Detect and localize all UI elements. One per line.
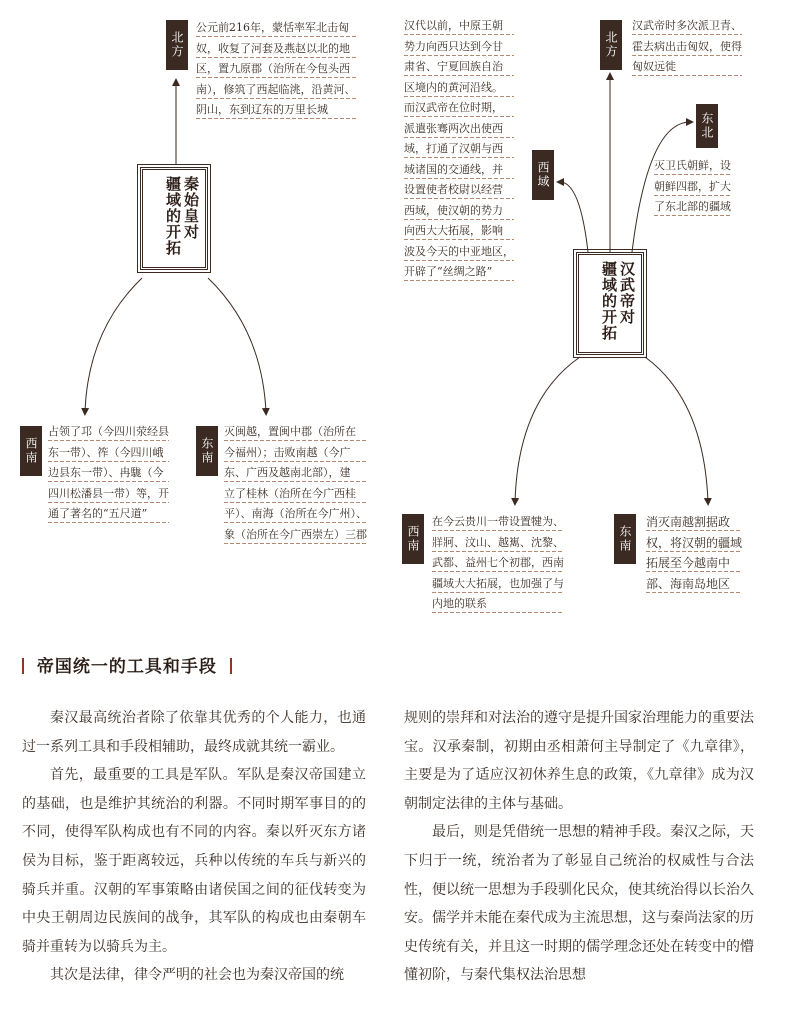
han-southwest-line: 内地的联系 xyxy=(432,594,564,615)
han-southeast-line: 部、海南岛地区 xyxy=(646,574,742,595)
han-west-line: 势力向西只达到今甘 xyxy=(404,37,514,58)
han-west-line: 波及今天的中亚地区， xyxy=(404,242,514,263)
han-northeast-line: 了东北部的疆域 xyxy=(654,197,731,218)
han-west-line: 域，打通了汉朝与西 xyxy=(404,139,514,160)
han-north-line: 汉武帝时多次派卫青、 xyxy=(632,16,742,37)
han-southwest-line: 武都、益州七个初郡，西南 xyxy=(432,553,564,574)
han-southwest-text xyxy=(432,512,564,615)
han-northeast-tag: 东北 xyxy=(696,104,718,148)
qin-southeast-line: 东、广西及越南北部），建 xyxy=(224,463,367,484)
han-west-line: 设置使者校尉以经营 xyxy=(404,180,514,201)
han-west-line: 开辟了“丝绸之路” xyxy=(404,262,514,283)
qin-southwest-line: 边县东一带）、冉駹（今 xyxy=(48,463,169,484)
qin-north-line: 奴，收复了河套及燕赵以北的地 xyxy=(196,39,356,60)
han-west-line: 派遣张骞两次出使西 xyxy=(404,119,514,140)
han-northeast-line: 朝鲜四郡，扩大 xyxy=(654,177,731,198)
qin-southwest-line: 东一带）、筰（今四川峨 xyxy=(48,443,169,464)
han-west-line: 域诸国的交通线，并 xyxy=(404,160,514,181)
article-right-column xyxy=(404,704,754,990)
han-north-text xyxy=(632,16,742,78)
han-center-line-2: 疆域的开拓 xyxy=(600,261,618,341)
qin-southwest-line: 通了著名的“五尺道” xyxy=(48,504,169,525)
han-center-title xyxy=(576,252,644,355)
han-west-line: 区境内的黄河沿线。 xyxy=(404,78,514,99)
qin-north-line: 南），修筑了西起临洮，沿黄河、 xyxy=(196,80,356,101)
qin-center-line-1: 秦始皇对 xyxy=(182,176,200,240)
qin-north-line: 公元前216年，蒙恬率军北击匈 xyxy=(196,18,356,39)
han-southeast-line: 拓展至今越南中 xyxy=(646,553,742,574)
article-left-column xyxy=(22,704,366,990)
qin-southeast-line: 立了桂林（治所在今广西桂 xyxy=(224,484,367,505)
arrow-left-southwest xyxy=(85,278,142,412)
article-paragraph: 其次是法律，律令严明的社会也为秦汉帝国的统 xyxy=(50,967,344,984)
han-west-line: 汉代以前，中原王朝 xyxy=(404,16,514,37)
heading-bar-right xyxy=(230,658,232,674)
arrow-left-southeast xyxy=(208,278,266,412)
article-paragraph: 规则的崇拜和对法治的遵守是提升国家治理能力的重要法宝。汉承秦制，初期由丞相萧何主导制定了《九章律》，主要是为了适应汉初休养生息的政策，《九章律》成为汉朝制定法律的主体与基础。 xyxy=(404,710,754,812)
section-title-text: 帝国统一的工具和手段 xyxy=(36,657,217,677)
han-southwest-line: 在今云贵川一带设置犍为、 xyxy=(432,512,564,533)
qin-north-text xyxy=(196,18,356,121)
han-southwest-line: 疆域大大拓展，也加强了与 xyxy=(432,574,564,595)
han-north-line: 匈奴远徙 xyxy=(632,57,742,78)
han-southwest-tag: 西南 xyxy=(402,514,424,564)
han-northeast-text xyxy=(654,156,731,218)
qin-center-title xyxy=(140,167,208,270)
qin-southeast-text xyxy=(224,422,367,545)
qin-center-line-2: 疆域的开拓 xyxy=(164,176,182,256)
han-west-line: 肃省、宁夏回族自治 xyxy=(404,57,514,78)
han-west-line: 西域，使汉朝的势力 xyxy=(404,201,514,222)
qin-southwest-text xyxy=(48,422,169,525)
section-heading xyxy=(22,652,232,677)
article-paragraph: 秦汉最高统治者除了依靠其优秀的个人能力，也通过一系列工具和手段相辅助，最终成就其统一霸业。 xyxy=(22,710,366,755)
han-southeast-text xyxy=(646,512,742,594)
qin-north-line: 区，置九原郡（治所在今包头西 xyxy=(196,59,356,80)
arrow-right-southwest xyxy=(515,357,580,502)
heading-bar-left xyxy=(22,658,24,674)
han-southeast-tag: 东南 xyxy=(614,514,636,564)
article-paragraph: 首先，最重要的工具是军队。军队是秦汉帝国建立的基础，也是维护其统治的利器。不同时期军事目的的不同，使得军队构成也有不同的内容。秦以歼灭东方诸侯为目标，鉴于距离较远，兵种以传统的车兵与新兴的骑兵并重。汉朝的军事策略由诸侯国之间的征伐转变为中央王朝周边民族间的战争，其军队的构成也由秦朝车骑并重转为以骑兵为主。 xyxy=(22,767,366,955)
qin-southeast-line: 象（治所在今广西崇左）三郡 xyxy=(224,525,367,546)
han-north-tag: 北方 xyxy=(600,20,622,70)
qin-southeast-line: 平）、南海（治所在今广州）、 xyxy=(224,504,367,525)
han-southeast-line: 权，将汉朝的疆域 xyxy=(646,533,742,554)
han-southeast-line: 消灭南越割据政 xyxy=(646,512,742,533)
qin-southeast-line: 灭闽越，置闽中郡（治所在 xyxy=(224,422,367,443)
qin-north-tag: 北方 xyxy=(166,20,188,70)
qin-southwest-line: 占领了邛（今四川荥经县 xyxy=(48,422,169,443)
han-southwest-line: 牂牁、汶山、越嶲、沈黎、 xyxy=(432,533,564,554)
arrow-right-west xyxy=(560,182,588,252)
han-west-line: 而汉武帝在位时期， xyxy=(404,98,514,119)
article-paragraph: 最后，则是凭借统一思想的精神手段。秦汉之际，天下归于一统，统治者为了彰显自己统治的权威性与合法性，便以统一思想为手段驯化民众，使其统治得以长治久安。儒学并未能在秦代成为主流思想，这与秦尚法家的历史传统有关，并且这一时期的儒学理念还处在转变中的懵懂初阶，与秦代集权法治思想 xyxy=(404,824,754,984)
qin-southeast-tag: 东南 xyxy=(196,426,218,476)
han-west-tag: 西域 xyxy=(532,150,554,200)
qin-southeast-line: 今福州）；击败南越（今广 xyxy=(224,443,367,464)
arrow-right-southeast xyxy=(645,357,708,502)
han-west-text xyxy=(404,16,514,283)
han-northeast-line: 灭卫氏朝鲜，设 xyxy=(654,156,731,177)
han-north-line: 霍去病出击匈奴，使得 xyxy=(632,37,742,58)
qin-southwest-tag: 西南 xyxy=(20,426,42,476)
han-west-line: 向西大大拓展，影响 xyxy=(404,221,514,242)
qin-southwest-line: 四川松潘县一带）等，开 xyxy=(48,484,169,505)
qin-north-line: 阴山，东到辽东的万里长城 xyxy=(196,100,356,121)
han-center-line-1: 汉武帝对 xyxy=(618,261,636,325)
